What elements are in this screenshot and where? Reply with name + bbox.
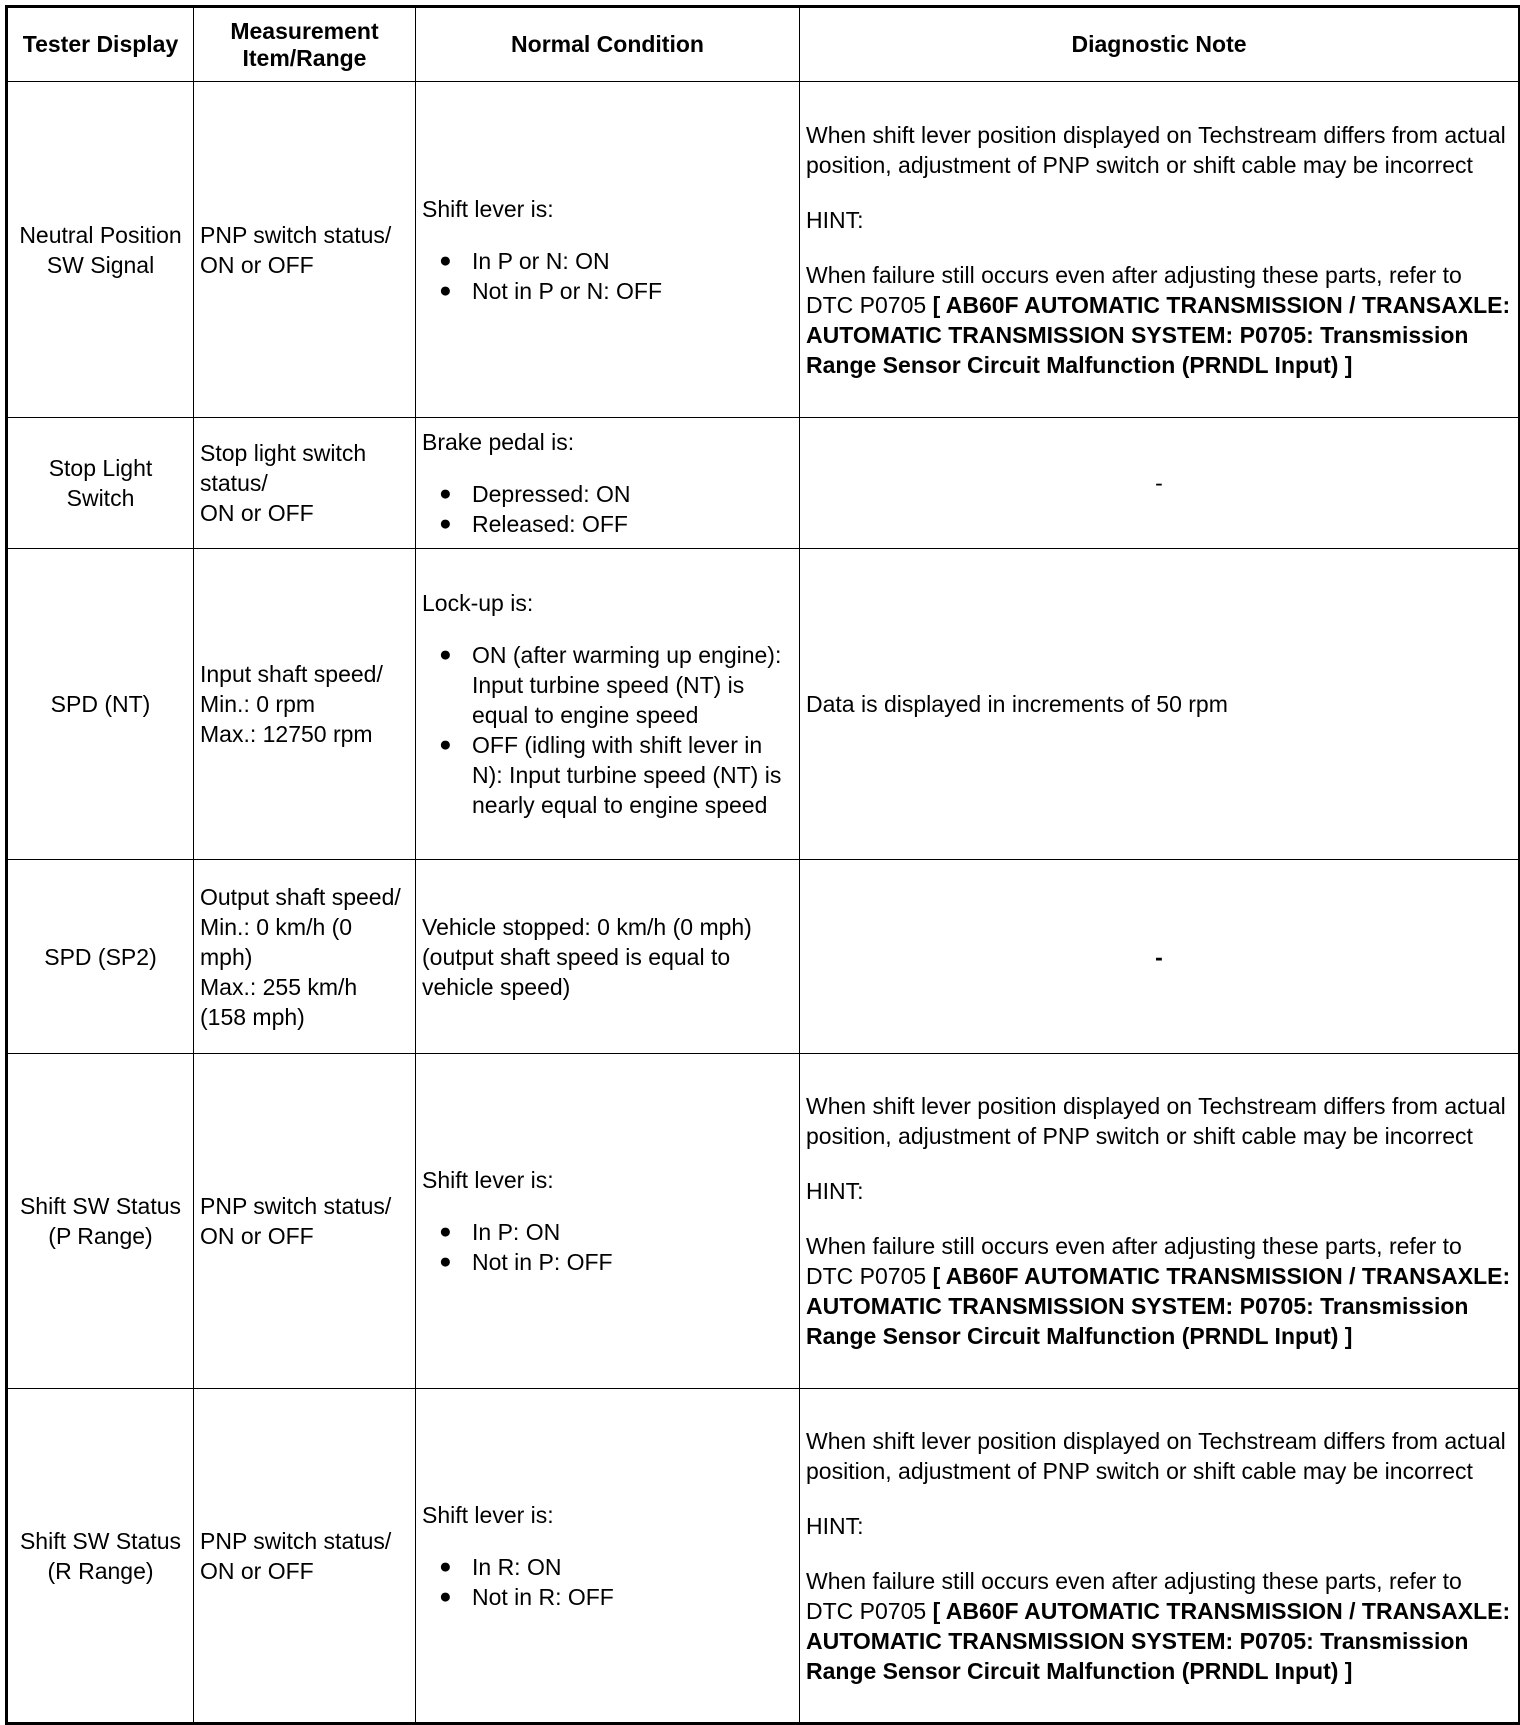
bullet-icon: ●	[439, 482, 452, 505]
measurement-cell	[194, 549, 416, 860]
note-text: When shift lever position displayed on Techstream differs from actual position, adjustment of PNP switch or shift cable may be incorrect	[806, 121, 1506, 178]
measurement-line: Min.: 0 km/h (0 mph)	[200, 913, 353, 970]
diagnostic-note-cell	[800, 1054, 1520, 1389]
dtc-reference-link[interactable]: [ AB60F AUTOMATIC TRANSMISSION / TRANSAXLE: AUTOMATIC TRANSMISSION SYSTEM: P0705: Transmission Range Sensor Circuit Malfunction (PRNDL Input) ]	[806, 1597, 1511, 1684]
header-normal-condition: Normal Condition	[416, 7, 800, 82]
table-row	[7, 1054, 1520, 1389]
normal-condition-cell	[416, 549, 800, 860]
tester-display-cell: Shift SW Status (P Range)	[7, 1054, 194, 1389]
normal-intro: Shift lever is:	[422, 1501, 554, 1528]
note-refer: When failure still occurs even after adjusting these parts, refer to DTC P0705 [ AB60F AUTOMATIC TRANSMISSION / TRANSAXLE: AUTOMATIC TRANSMISSION SYSTEM: P0705: Transmission Range Sensor Circuit Malfunction (PRNDL Input) ]	[806, 1233, 1511, 1349]
measurement-line: Min.: 0 rpm	[200, 691, 316, 717]
bullet-icon: ●	[439, 1220, 452, 1243]
measurement-cell	[194, 860, 416, 1054]
header-diagnostic-note: Diagnostic Note	[800, 7, 1520, 82]
normal-intro: Shift lever is:	[422, 1167, 554, 1193]
measurement-line: ON or OFF	[200, 500, 314, 526]
normal-list	[422, 1552, 793, 1612]
diagnostic-note-cell: -	[800, 860, 1520, 1054]
normal-condition-cell: Vehicle stopped: 0 km/h (0 mph) (output shaft speed is equal to vehicle speed)	[416, 860, 800, 1054]
normal-condition-cell	[416, 82, 800, 418]
normal-intro: Brake pedal is:	[422, 429, 575, 455]
tester-display-cell: SPD (SP2)	[7, 860, 194, 1054]
diagnostic-note-cell: -	[800, 418, 1520, 549]
list-item: ● Not in R: OFF	[439, 1583, 614, 1610]
dtc-reference-link[interactable]: [ AB60F AUTOMATIC TRANSMISSION / TRANSAXLE: AUTOMATIC TRANSMISSION SYSTEM: P0705: Transmission Range Sensor Circuit Malfunction (PRNDL Input) ]	[806, 1263, 1511, 1349]
normal-list	[422, 246, 793, 306]
bullet-icon: ●	[439, 512, 452, 535]
measurement-cell	[194, 418, 416, 549]
table-row	[7, 860, 1520, 1054]
tester-display-cell: Neutral Position SW Signal	[7, 82, 194, 418]
normal-list	[422, 1217, 793, 1277]
table-row	[7, 418, 1520, 549]
measurement-line: Output shaft speed/	[200, 883, 401, 910]
list-item: ● Not in P or N: OFF	[439, 277, 663, 304]
tester-display-cell: Stop Light Switch	[7, 418, 194, 549]
measurement-cell	[194, 1389, 416, 1724]
tester-display-cell: Shift SW Status (R Range)	[7, 1389, 194, 1724]
bullet-icon: ●	[439, 643, 452, 666]
normal-condition-cell	[416, 1389, 800, 1724]
measurement-line: Max.: 12750 rpm	[200, 721, 373, 747]
table-row	[7, 1389, 1520, 1724]
normal-intro: Shift lever is:	[422, 195, 554, 222]
measurement-line: ON or OFF	[200, 1223, 314, 1249]
bullet-icon: ●	[439, 1584, 452, 1608]
bullet-icon: ●	[439, 1250, 452, 1273]
bullet-icon: ●	[439, 278, 452, 302]
normal-list	[422, 479, 793, 539]
table-header-row	[7, 7, 1520, 82]
diagnostic-data-table	[5, 5, 1520, 1725]
note-hint-label: HINT:	[806, 206, 864, 233]
table-row	[7, 82, 1520, 418]
measurement-line: Stop light switch status/	[200, 440, 367, 496]
note-text: When shift lever position displayed on Techstream differs from actual position, adjustment of PNP switch or shift cable may be incorrect	[806, 1093, 1506, 1149]
tester-display-cell: SPD (NT)	[7, 549, 194, 860]
measurement-line: PNP switch status/	[200, 1527, 392, 1554]
measurement-line: PNP switch status/	[200, 221, 392, 248]
note-refer: When failure still occurs even after adjusting these parts, refer to DTC P0705 [ AB60F AUTOMATIC TRANSMISSION / TRANSAXLE: AUTOMATIC TRANSMISSION SYSTEM: P0705: Transmission Range Sensor Circuit Malfunction (PRNDL Input) ]	[806, 1567, 1511, 1684]
measurement-cell	[194, 82, 416, 418]
header-measurement-item-range: Measurement Item/Range	[194, 7, 416, 82]
list-item: ● Not in P: OFF	[439, 1249, 613, 1275]
normal-intro: Lock-up is:	[422, 590, 534, 616]
measurement-line: Input shaft speed/	[200, 661, 383, 687]
table-row	[7, 549, 1520, 860]
note-refer: When failure still occurs even after adjusting these parts, refer to DTC P0705 [ AB60F AUTOMATIC TRANSMISSION / TRANSAXLE: AUTOMATIC TRANSMISSION SYSTEM: P0705: Transmission Range Sensor Circuit Malfunction (PRNDL Input) ]	[806, 261, 1511, 378]
list-item: ● In P or N: ON	[439, 247, 610, 274]
list-item: ● In R: ON	[439, 1553, 562, 1580]
diagnostic-note-cell	[800, 82, 1520, 418]
diagnostic-note-cell	[800, 1389, 1520, 1724]
list-item: ● In P: ON	[439, 1219, 561, 1245]
diagnostic-note-cell: Data is displayed in increments of 50 rpm	[800, 549, 1520, 860]
measurement-line: Max.: 255 km/h (158 mph)	[200, 973, 358, 1030]
bullet-icon: ●	[439, 733, 452, 756]
list-item: ● Released: OFF	[439, 511, 628, 537]
normal-condition-cell	[416, 418, 800, 549]
list-item: ● Depressed: ON	[439, 481, 631, 507]
normal-condition-cell	[416, 1054, 800, 1389]
note-hint-label: HINT:	[806, 1512, 864, 1539]
normal-list	[422, 640, 793, 820]
measurement-line: ON or OFF	[200, 1557, 314, 1584]
measurement-cell	[194, 1054, 416, 1389]
bullet-icon: ●	[439, 248, 452, 272]
measurement-line: PNP switch status/	[200, 1193, 392, 1219]
header-tester-display: Tester Display	[7, 7, 194, 82]
note-text: When shift lever position displayed on Techstream differs from actual position, adjustment of PNP switch or shift cable may be incorrect	[806, 1427, 1506, 1484]
dtc-reference-link[interactable]: [ AB60F AUTOMATIC TRANSMISSION / TRANSAXLE: AUTOMATIC TRANSMISSION SYSTEM: P0705: Transmission Range Sensor Circuit Malfunction (PRNDL Input) ]	[806, 291, 1511, 378]
note-hint-label: HINT:	[806, 1178, 864, 1204]
bullet-icon: ●	[439, 1554, 452, 1578]
list-item: ● OFF (idling with shift lever in N): Input turbine speed (NT) is nearly equal to engine speed	[439, 732, 782, 818]
list-item: ● ON (after warming up engine): Input turbine speed (NT) is equal to engine speed	[439, 642, 782, 728]
measurement-line: ON or OFF	[200, 251, 314, 278]
